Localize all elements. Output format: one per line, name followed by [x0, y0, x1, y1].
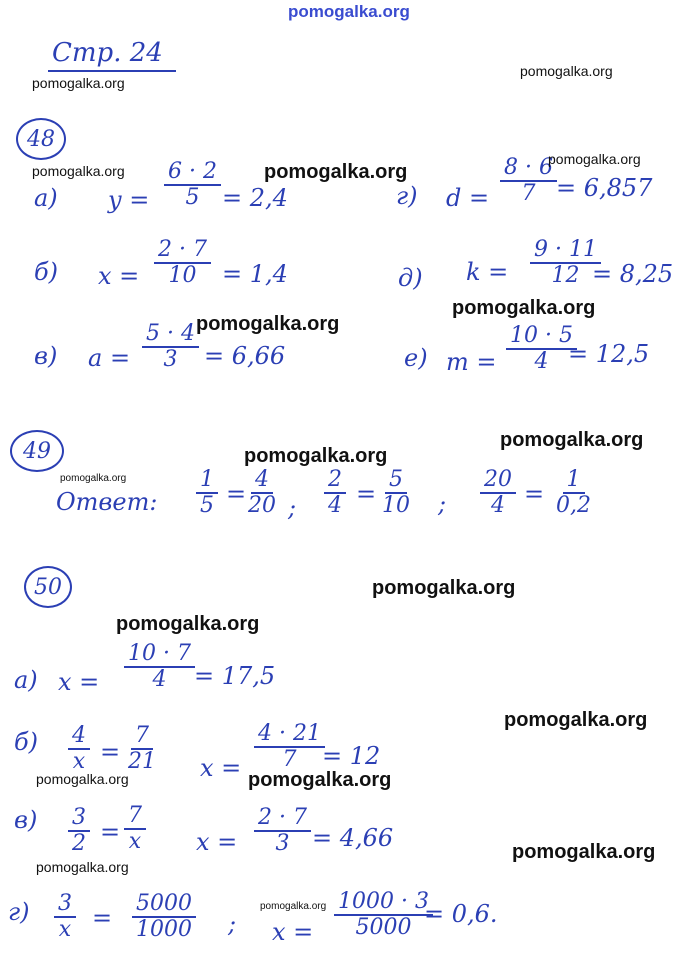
ex50-g-lhs: x =	[272, 918, 314, 946]
ex48-v-result: = 6,66	[204, 342, 286, 370]
ex50-a-lhs: x =	[58, 668, 100, 696]
ex49-fraction-5	[480, 468, 516, 518]
ex48-g-lhs: d =	[446, 184, 490, 212]
ex50-g-right-numerator: 5000	[132, 892, 196, 918]
ex49-equals-2: =	[356, 480, 377, 508]
ex50-g-left-numerator: 3	[54, 892, 76, 918]
ex50-b-numerator: 4 · 21	[254, 722, 325, 748]
watermark: pomogalka.org	[116, 613, 260, 635]
ex49-fraction-3-numerator: 2	[324, 468, 346, 494]
ex48-b-result: = 1,4	[222, 260, 288, 288]
watermark: pomogalka.org	[548, 151, 641, 167]
ex49-fraction-2	[244, 468, 280, 518]
ex49-fraction-6	[552, 468, 595, 518]
watermark: pomogalka.org	[260, 901, 327, 912]
ex49-fraction-6-denominator: 0,2	[556, 493, 591, 519]
watermark: pomogalka.org	[32, 163, 125, 179]
ex50-v-numerator: 2 · 7	[254, 806, 311, 832]
ex49-fraction-1-denominator: 5	[200, 493, 214, 519]
ex49-fraction-3-denominator: 4	[328, 493, 342, 519]
ex50-v-equals: =	[100, 818, 121, 846]
ex50-v-result: = 4,66	[312, 824, 394, 852]
ex48-b-lhs: x =	[98, 262, 140, 290]
ex50-v-lhs: x =	[196, 828, 238, 856]
ex49-answer-label: Ответ:	[56, 488, 158, 516]
ex50-v-right-denominator: x	[128, 829, 142, 855]
ex49-fraction-4-numerator: 5	[385, 468, 407, 494]
watermark: pomogalka.org	[452, 297, 596, 319]
ex50-g-label: г)	[8, 898, 30, 926]
ex50-g-separator: ;	[228, 910, 237, 938]
ex50-a-result: = 17,5	[194, 662, 276, 690]
watermark: pomogalka.org	[504, 709, 648, 731]
watermark: pomogalka.org	[372, 577, 516, 599]
ex50-a-label: а)	[14, 666, 38, 694]
ex48-e-label: е)	[404, 344, 428, 372]
ex48-b-numerator: 2 · 7	[154, 238, 211, 264]
ex49-fraction-5-numerator: 20	[480, 468, 516, 494]
ex50-b-fraction	[254, 722, 325, 772]
ex48-e-result: = 12,5	[568, 340, 650, 368]
ex50-b-left-denominator: x	[72, 749, 86, 775]
watermark: pomogalka.org	[520, 63, 613, 79]
watermark: pomogalka.org	[244, 445, 388, 467]
watermark: pomogalka.org	[500, 429, 644, 451]
ex50-a-denominator: 4	[152, 667, 167, 693]
ex50-g-proportion-left	[54, 892, 76, 942]
ex48-v-numerator: 5 · 4	[142, 322, 199, 348]
exercise-49-number: 49	[10, 430, 64, 472]
ex49-separator-2: ;	[438, 490, 447, 518]
ex50-v-label: в)	[14, 806, 38, 834]
ex48-e-numerator: 10 · 5	[506, 324, 577, 350]
ex48-a-numerator: 6 · 2	[164, 160, 221, 186]
ex48-v-lhs: a =	[88, 344, 131, 372]
ex50-b-right-denominator: 21	[128, 749, 156, 775]
ex48-g-label: г)	[396, 182, 418, 210]
ex50-b-result: = 12	[322, 742, 381, 770]
ex48-a-fraction	[164, 160, 221, 210]
ex49-equals-1: =	[226, 480, 247, 508]
ex50-v-left-denominator: 2	[72, 831, 86, 857]
ex49-fraction-5-denominator: 4	[491, 493, 505, 519]
ex50-g-fraction	[334, 890, 433, 940]
ex48-e-denominator: 4	[534, 349, 549, 375]
ex50-g-denominator: 5000	[355, 915, 412, 941]
ex49-fraction-6-numerator: 1	[563, 468, 585, 494]
ex50-b-left-numerator: 4	[68, 724, 90, 750]
watermark: pomogalka.org	[60, 473, 127, 484]
ex48-b-denominator: 10	[168, 263, 197, 289]
ex50-v-proportion-right	[124, 804, 146, 854]
ex48-g-result: = 6,857	[556, 174, 653, 202]
watermark: pomogalka.org	[36, 771, 129, 787]
ex48-d-denominator: 12	[551, 263, 580, 289]
page-label: Стр. 24	[52, 38, 163, 68]
ex48-e-lhs: m =	[446, 348, 497, 376]
top-watermark[interactable]: pomogalka.org	[288, 2, 410, 21]
watermark: pomogalka.org	[36, 859, 129, 875]
exercise-48-number: 48	[16, 118, 66, 160]
ex50-b-lhs: x =	[200, 754, 242, 782]
ex48-e-fraction	[506, 324, 577, 374]
exercise-50-number: 50	[24, 566, 72, 608]
ex50-v-fraction	[254, 806, 311, 856]
ex50-v-denominator: 3	[275, 831, 290, 857]
watermark: pomogalka.org	[196, 313, 340, 335]
ex48-b-fraction	[154, 238, 211, 288]
ex49-fraction-1-numerator: 1	[196, 468, 218, 494]
page-label-underline	[48, 70, 176, 72]
ex48-b-label: б)	[34, 258, 59, 286]
watermark: pomogalka.org	[512, 841, 656, 863]
ex50-v-right-numerator: 7	[124, 804, 146, 830]
ex50-v-proportion-left	[68, 806, 90, 856]
ex49-fraction-1	[196, 468, 218, 518]
ex50-b-right-numerator: 7	[131, 724, 153, 750]
ex48-a-result: = 2,4	[222, 184, 288, 212]
ex50-g-proportion-right	[132, 892, 196, 942]
ex48-d-fraction	[530, 238, 601, 288]
ex49-fraction-2-numerator: 4	[251, 468, 273, 494]
ex50-g-numerator: 1000 · 3	[334, 890, 433, 916]
ex50-g-right-denominator: 1000	[136, 917, 192, 943]
ex48-g-denominator: 7	[521, 181, 536, 207]
ex50-b-denominator: 7	[282, 747, 297, 773]
ex49-equals-3: =	[524, 480, 545, 508]
ex49-fraction-4	[378, 468, 414, 518]
ex49-separator-1: ;	[288, 494, 297, 522]
watermark: pomogalka.org	[264, 161, 408, 183]
ex50-b-equals: =	[100, 738, 121, 766]
ex49-fraction-3	[324, 468, 346, 518]
ex48-d-numerator: 9 · 11	[530, 238, 601, 264]
ex50-g-equals: =	[92, 904, 113, 932]
ex49-fraction-4-denominator: 10	[382, 493, 410, 519]
ex48-a-denominator: 5	[185, 185, 200, 211]
ex48-g-numerator: 8 · 6	[500, 156, 557, 182]
ex50-a-numerator: 10 · 7	[124, 642, 195, 668]
ex48-a-label: а)	[34, 184, 58, 212]
watermark: pomogalka.org	[32, 75, 125, 91]
ex48-d-result: = 8,25	[592, 260, 674, 288]
ex48-a-lhs: y =	[108, 186, 150, 214]
ex50-b-proportion-right	[124, 724, 160, 774]
ex50-a-fraction	[124, 642, 195, 692]
ex50-b-proportion-left	[68, 724, 90, 774]
ex48-v-fraction	[142, 322, 199, 372]
ex49-fraction-2-denominator: 20	[248, 493, 276, 519]
ex50-v-left-numerator: 3	[68, 806, 90, 832]
ex50-g-left-denominator: x	[58, 917, 72, 943]
ex50-b-label: б)	[14, 728, 39, 756]
watermark: pomogalka.org	[248, 769, 392, 791]
ex48-d-label: д)	[398, 264, 423, 292]
ex50-g-result: = 0,6.	[424, 900, 498, 928]
ex48-v-denominator: 3	[163, 347, 178, 373]
ex48-d-lhs: k =	[466, 258, 509, 286]
ex48-v-label: в)	[34, 342, 58, 370]
